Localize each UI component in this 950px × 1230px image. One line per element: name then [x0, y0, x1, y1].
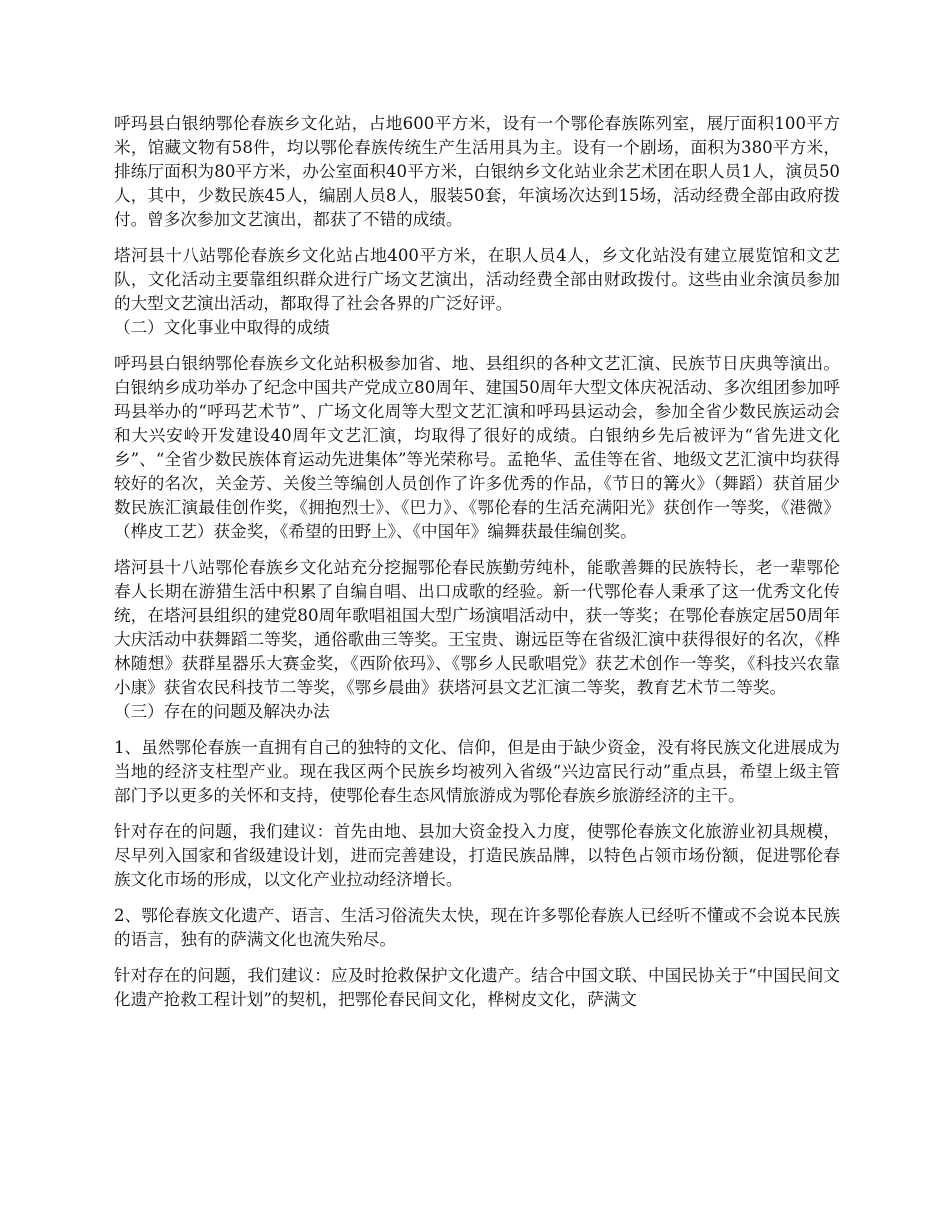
section-heading-problems: （三）存在的问题及解决办法 — [114, 702, 330, 721]
paragraph-shibazhan-station: 塔河县十八站鄂伦春族乡文化站占地400平方米，在职人员4人，乡文化站没有建立展览馆和文艺队，文化活动主要靠组织群众进行广场文艺演出，活动经费全部由财政拨付。这些由业余演员参加的大型文艺演出活动，都取得了社会各界的广泛好评。 — [114, 246, 840, 313]
paragraph-shibazhan-achievements: 塔河县十八站鄂伦春族乡文化站充分挖掘鄂伦春民族勤劳纯朴，能歌善舞的民族特长，老一辈鄂伦春人长期在游猎生活中积累了自编自唱、出口成歌的经验。新一代鄂伦春人秉承了这一优秀文化传统，在塔河县组织的建党80周年歌唱祖国大型广场演唱活动中，获一等奖；在鄂伦春族定居50周年大庆活动中获舞蹈二等奖，通俗歌曲三等奖。王宝贵、谢远臣等在省级汇演中获得很好的名次，《桦林随想》获群星器乐大赛金奖，《西阶依玛》、《鄂乡人民歌唱党》获艺术创作一等奖，《科技兴农靠小康》获省农民科技节二等奖，《鄂乡晨曲》获塔河县文艺汇演二等奖，教育艺术节二等奖。 — [114, 558, 840, 697]
paragraph-baiyinna-achievements: 呼玛县白银纳鄂伦春族乡文化站积极参加省、地、县组织的各种文艺汇演、民族节日庆典等演出。白银纳乡成功举办了纪念中国共产党成立80周年、建国50周年大型文体庆祝活动、多次组团参加呼玛县举办的“呼玛艺术节”、广场文化周等大型文艺汇演和呼玛县运动会，参加全省少数民族运动会和大兴安岭开发建设40周年文艺汇演，均取得了很好的成绩。白银纳乡先后被评为“省先进文化乡”、“全省少数民族体育运动先进集体”等光荣称号。孟艳华、孟佳等在省、地级文艺汇演中均获得较好的名次，关金芳、关俊兰等编创人员创作了许多优秀的作品，《节日的篝火》（舞蹈）获首届少数民族汇演最佳创作奖，《拥抱烈士》、《巴力》、《鄂伦春的生活充满阳光》获创作一等奖，《港微》（桦皮工艺）获金奖，《希望的田野上》、《中国年》编舞获最佳编创奖。 — [114, 354, 840, 541]
paragraph-problem-1: 1、虽然鄂伦春族一直拥有自己的独特的文化、信仰，但是由于缺少资金，没有将民族文化进展成为当地的经济支柱型产业。现在我区两个民族乡均被列入省级“兴边富民行动”重点县，希望上级主管部门予以更多的关怀和支持，使鄂伦春生态风情旅游成为鄂伦春族乡旅游经济的主干。 — [114, 738, 840, 805]
paragraph-suggestion-2: 针对存在的问题，我们建议：应及时抢救保护文化遗产。结合中国文联、中国民协关于“中国民间文化遗产抢救工程计划”的契机，把鄂伦春民间文化，桦树皮文化，萨满文 — [114, 966, 840, 1009]
paragraph-baiyinna-station: 呼玛县白银纳鄂伦春族乡文化站，占地600平方米，设有一个鄂伦春族陈列室，展厅面积100平方米，馆藏文物有58件，均以鄂伦春族传统生产生活用具为主。设有一个剧场，面积为380平方米，排练厅面积为80平方米，办公室面积40平方米，白银纳乡文化站业余艺术团在职人员1人，演员50人，其中，少数民族45人，编剧人员8人，服装50套，年演场次达到15场，活动经费全部由政府拨付。曾多次参加文艺演出，都获了不错的成绩。 — [114, 114, 840, 229]
paragraph-suggestion-1: 针对存在的问题，我们建议：首先由地、县加大资金投入力度，使鄂伦春族文化旅游业初具规模，尽早列入国家和省级建设计划，进而完善建设，打造民族品牌，以特色占领市场份额，促进鄂伦春族文化市场的形成，以文化产业拉动经济增长。 — [114, 822, 840, 889]
section-heading-achievements: （二）文化事业中取得的成绩 — [114, 318, 330, 337]
paragraph-problem-2: 2、鄂伦春族文化遗产、语言、生活习俗流失太快，现在许多鄂伦春族人已经听不懂或不会说本民族的语言，独有的萨满文化也流失殆尽。 — [114, 906, 840, 949]
